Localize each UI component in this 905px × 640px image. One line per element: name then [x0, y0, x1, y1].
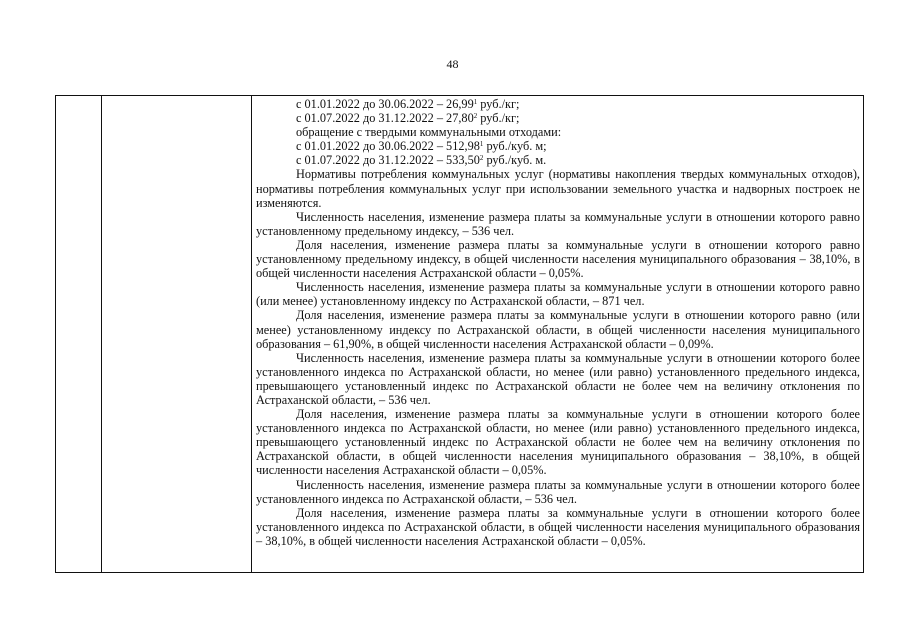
paragraph: Численность населения, изменение размера платы за коммунальные услуги в отношении которого равно (или менее) установленному индексу по Астраханской области, – 871 чел. [256, 280, 860, 309]
paragraph: Нормативы потребления коммунальных услуг (нормативы накопления твердых коммунальных отходов), нормативы потребления коммунальных услуг при использовании земельного участка и надворных построек не изменяются. [256, 167, 860, 210]
paragraph: Численность населения, изменение размера платы за коммунальные услуги в отношении которого более установленного индекса по Астраханской области, но менее (или равно) установленного предельного индекса, превышающего установленный индекс по Астраханской области не более чем на величину отклонения по Астраханской области, – 536 чел. [256, 350, 860, 407]
paragraph: Доля населения, изменение размера платы за коммунальные услуги в отношении которого равно установленному предельному индексу, в общей численности населения муниципального образования – 38,10%, в общей численности населения Астраханской области – 0,05%. [256, 237, 860, 281]
tariff-line: с 01.07.2022 до 31.12.2022 – 533,50$^2$ руб./куб. м. [296, 153, 547, 168]
table-cell-number [56, 96, 102, 573]
table-cell-content [252, 96, 864, 573]
paragraph: Доля населения, изменение размера платы за коммунальные услуги в отношении которого равно (или менее) установленному индексу по Астраханской области, в общей численности населения муниципального образования – 61,90%, в общей численности населения Астраханской области – 0,09%. [256, 308, 860, 351]
table-cell-name [102, 96, 252, 573]
tariff-line: с 01.01.2022 до 30.06.2022 – 512,98$^1$ руб./куб. м; [296, 139, 547, 154]
paragraph: Численность населения, изменение размера платы за коммунальные услуги в отношении которого равно установленному предельному индексу, – 536 чел. [256, 209, 860, 238]
paragraph: Численность населения, изменение размера платы за коммунальные услуги в отношении которого более установленного индекса по Астраханской области, – 536 чел. [256, 477, 860, 506]
paragraph: Доля населения, изменение размера платы за коммунальные услуги в отношении которого более установленного индекса по Астраханской области, в общей численности населения муниципального образования – 38,10%, в общей численности населения Астраханской области – 0,05%. [256, 505, 860, 548]
paragraph: Доля населения, изменение размера платы за коммунальные услуги в отношении которого более установленного индекса по Астраханской области, но менее (или равно) установленного предельного индекса, превышающего установленный индекс по Астраханской области не более чем на величину отклонения по Астраханской области, в общей численности населения муниципального образования – 38,10%, в общей численности населения Астраханской области – 0,05%. [256, 407, 860, 478]
cell-content-text [252, 96, 863, 548]
tariff-line: с 01.01.2022 до 30.06.2022 – 26,99$^1$ руб./кг; [296, 97, 520, 111]
document-table [55, 95, 864, 573]
tariff-line: с 01.07.2022 до 31.12.2022 – 27,80$^2$ руб./кг; [296, 111, 520, 126]
page-number: 48 [446, 57, 459, 71]
table-row [56, 96, 864, 573]
tariff-line: обращение с твердыми коммунальными отходами: [296, 125, 562, 140]
